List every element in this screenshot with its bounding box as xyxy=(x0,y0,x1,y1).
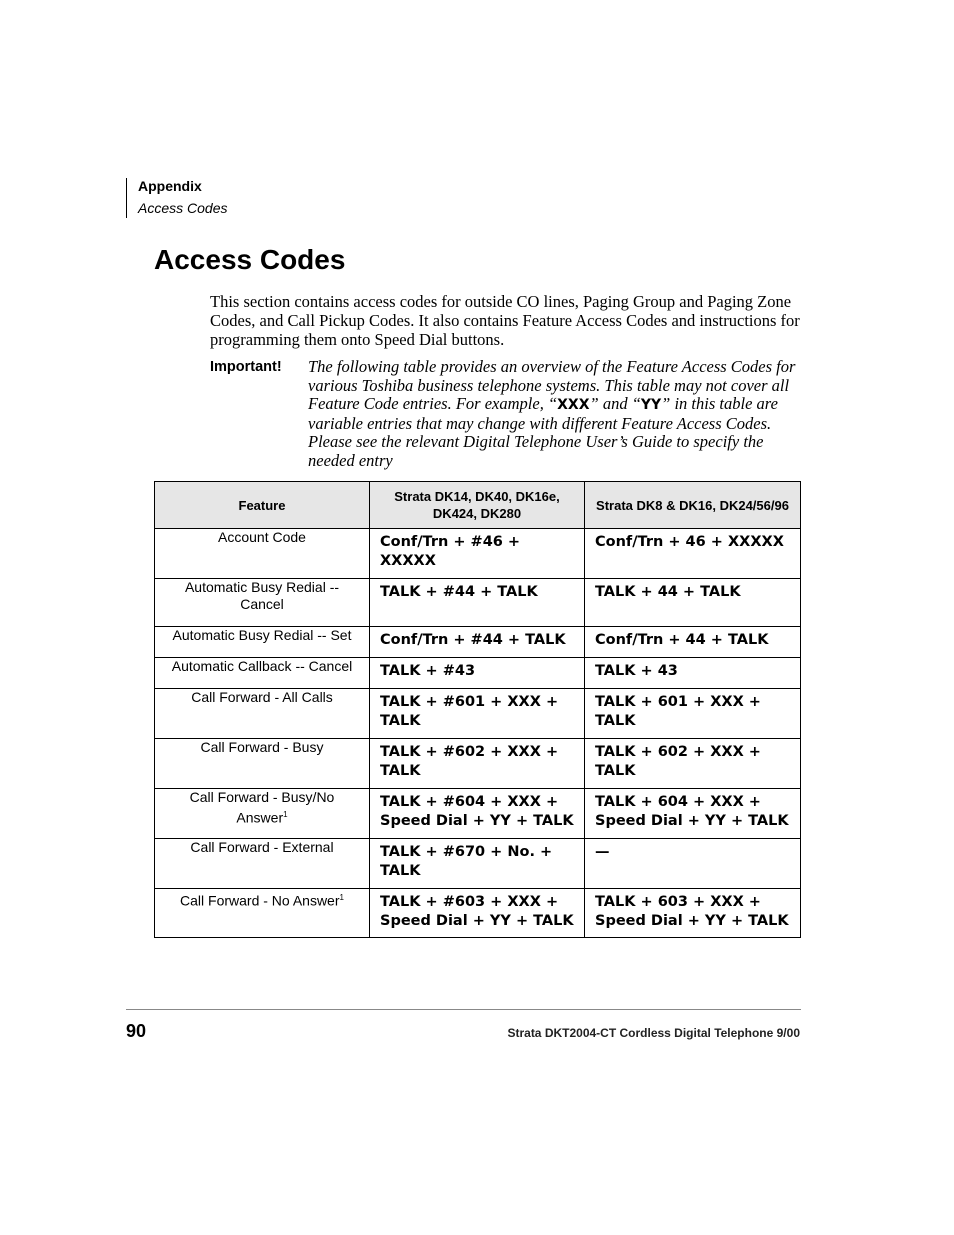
table-row xyxy=(155,689,801,739)
dk8-code-cell: TALK + 603 + XXX + Speed Dial + YY + TALK xyxy=(585,889,801,938)
page-number: 90 xyxy=(126,1021,147,1041)
feature-name: Call Forward - All Calls xyxy=(191,689,333,705)
variable-xxx: XXX xyxy=(557,397,590,414)
dk14-code-cell: TALK + #670 + No. + TALK xyxy=(370,839,585,889)
important-text-1: The following table provides an overview of the Feature Access Codes for various Toshiba business telephone systems. This table may not cover all Feature Code entries. For example, “ xyxy=(308,357,796,414)
dk14-code-cell: TALK + #601 + XXX + TALK xyxy=(370,689,585,739)
footnote-marker: 1 xyxy=(283,810,288,819)
important-text-2: ” and “ xyxy=(589,394,641,414)
dk14-code-cell: TALK + #44 + TALK xyxy=(370,579,585,627)
variable-yy: YY xyxy=(640,397,662,414)
table-row xyxy=(155,839,801,889)
dk14-code-cell: TALK + #602 + XXX + TALK xyxy=(370,739,585,789)
feature-name: Call Forward - No Answer xyxy=(180,892,340,909)
important-text-3: ” in this table are variable entries that may change with different Feature Access Codes. Please see the relevant Digital Telephone User’s Guide to specify the needed entry xyxy=(308,394,778,470)
table-row xyxy=(155,579,801,627)
feature-cell xyxy=(155,689,370,739)
feature-cell xyxy=(155,627,370,658)
dk8-code-cell: Conf/Trn + 46 + XXXXX xyxy=(585,529,801,579)
feature-access-codes-table xyxy=(154,481,801,938)
feature-name: Call Forward - External xyxy=(190,839,334,855)
table-row xyxy=(155,889,801,938)
header-feature: Feature xyxy=(155,482,370,529)
dk14-code-cell: Conf/Trn + #46 + XXXXX xyxy=(370,529,585,579)
dk14-code-cell: TALK + #603 + XXX + Speed Dial + YY + TALK xyxy=(370,889,585,938)
feature-name: Automatic Callback -- Cancel xyxy=(171,658,353,674)
feature-name: Call Forward - Busy/No Answer xyxy=(189,789,335,826)
intro-paragraph: This section contains access codes for outside CO lines, Paging Group and Paging Zone Codes, and Call Pickup Codes. It also contains Feature Access Codes and instructions for programming them onto Speed Dial buttons. xyxy=(210,292,800,349)
dk8-code-cell: TALK + 604 + XXX + Speed Dial + YY + TALK xyxy=(585,789,801,839)
dk14-code-cell: Conf/Trn + #44 + TALK xyxy=(370,627,585,658)
dk14-code-cell: TALK + #604 + XXX + Speed Dial + YY + TALK xyxy=(370,789,585,839)
feature-cell xyxy=(155,839,370,889)
table-row xyxy=(155,658,801,689)
dk8-code-cell: Conf/Trn + 44 + TALK xyxy=(585,627,801,658)
feature-name: Account Code xyxy=(218,529,306,545)
feature-cell xyxy=(155,789,370,839)
header-rule xyxy=(126,178,127,218)
feature-name: Automatic Busy Redial -- Set xyxy=(172,627,352,643)
table-row xyxy=(155,739,801,789)
feature-cell xyxy=(155,889,370,938)
dk8-code-cell: TALK + 601 + XXX + TALK xyxy=(585,689,801,739)
feature-cell xyxy=(155,658,370,689)
table-row xyxy=(155,789,801,839)
header-section: Appendix xyxy=(138,178,202,194)
footnote-marker: 1 xyxy=(339,893,344,902)
table-row xyxy=(155,529,801,579)
table-row xyxy=(155,627,801,658)
feature-name: Call Forward - Busy xyxy=(200,739,324,755)
header-dk14-dk40: Strata DK14, DK40, DK16e, DK424, DK280 xyxy=(370,482,585,529)
table-header-row xyxy=(155,482,801,529)
important-label: Important! xyxy=(210,359,282,375)
page-title: Access Codes xyxy=(154,244,346,275)
dk8-code-cell: TALK + 602 + XXX + TALK xyxy=(585,739,801,789)
feature-cell xyxy=(155,739,370,789)
feature-cell xyxy=(155,529,370,579)
header-subsection: Access Codes xyxy=(138,200,228,216)
feature-name: Automatic Busy Redial -- Cancel xyxy=(184,579,340,612)
dk8-code-cell: TALK + 43 xyxy=(585,658,801,689)
footer-rule xyxy=(126,1009,801,1010)
dk8-code-cell: — xyxy=(585,839,801,889)
footer-text: Strata DKT2004-CT Cordless Digital Telephone 9/00 xyxy=(507,1026,800,1040)
header-dk8-dk16: Strata DK8 & DK16, DK24/56/96 xyxy=(585,482,801,529)
feature-cell xyxy=(155,579,370,627)
dk14-code-cell: TALK + #43 xyxy=(370,658,585,689)
important-note xyxy=(308,358,803,471)
dk8-code-cell: TALK + 44 + TALK xyxy=(585,579,801,627)
